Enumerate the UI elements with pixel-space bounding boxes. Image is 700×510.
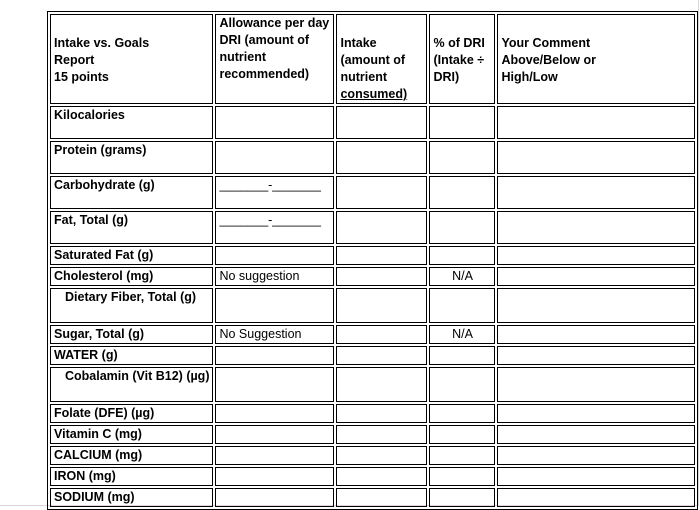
comment-cell[interactable] xyxy=(497,425,695,444)
nutrient-label: CALCIUM (mg) xyxy=(50,446,213,465)
allowance-cell[interactable] xyxy=(215,246,334,265)
intake-cell[interactable] xyxy=(336,346,427,365)
nutrient-label: Saturated Fat (g) xyxy=(50,246,213,265)
allowance-cell[interactable] xyxy=(215,346,334,365)
intake-cell[interactable] xyxy=(336,446,427,465)
intake-cell[interactable] xyxy=(336,367,427,402)
table-row xyxy=(50,467,695,486)
nutrient-label: Folate (DFE) (µg) xyxy=(50,404,213,423)
header-percent-of-dri xyxy=(429,14,495,104)
intake-cell[interactable] xyxy=(336,404,427,423)
intake-cell[interactable] xyxy=(336,141,427,174)
nutrient-label: SODIUM (mg) xyxy=(50,488,213,507)
table-row xyxy=(50,141,695,174)
comment-cell[interactable] xyxy=(497,288,695,323)
comment-cell[interactable] xyxy=(497,246,695,265)
percent-cell[interactable] xyxy=(429,367,495,402)
header-your-comment xyxy=(497,14,695,104)
percent-cell[interactable] xyxy=(429,176,495,209)
nutrient-label: Fat, Total (g) xyxy=(50,211,213,244)
header-line: High/Low xyxy=(501,70,558,84)
percent-cell[interactable] xyxy=(429,488,495,507)
table-row xyxy=(50,246,695,265)
intake-cell[interactable] xyxy=(336,288,427,323)
table-row xyxy=(50,176,695,209)
allowance-cell[interactable] xyxy=(215,141,334,174)
header-line: % of DRI xyxy=(433,36,485,50)
nutrient-label: Kilocalories xyxy=(50,106,213,139)
comment-cell[interactable] xyxy=(497,176,695,209)
nutrient-label: Carbohydrate (g) xyxy=(50,176,213,209)
percent-cell[interactable] xyxy=(429,404,495,423)
allowance-cell[interactable] xyxy=(215,367,334,402)
allowance-cell[interactable]: No Suggestion xyxy=(215,325,334,344)
percent-cell[interactable]: N/A xyxy=(429,267,495,286)
allowance-cell[interactable] xyxy=(215,488,334,507)
header-line: DRI (amount of xyxy=(219,33,310,47)
comment-cell[interactable] xyxy=(497,367,695,402)
table-row xyxy=(50,211,695,244)
allowance-cell[interactable] xyxy=(215,404,334,423)
header-line: Above/Below or xyxy=(501,53,596,67)
table-row xyxy=(50,425,695,444)
comment-cell[interactable] xyxy=(497,404,695,423)
table-row xyxy=(50,288,695,323)
header-line: Report xyxy=(54,53,95,67)
percent-cell[interactable] xyxy=(429,346,495,365)
nutrient-label: Sugar, Total (g) xyxy=(50,325,213,344)
intake-cell[interactable] xyxy=(336,211,427,244)
allowance-cell[interactable] xyxy=(215,467,334,486)
header-line: nutrient xyxy=(219,50,267,64)
percent-cell[interactable] xyxy=(429,425,495,444)
intake-cell[interactable] xyxy=(336,106,427,139)
header-row xyxy=(50,14,695,104)
header-line: nutrient xyxy=(340,70,388,84)
header-line: 15 points xyxy=(54,70,109,84)
header-line: Allowance per day xyxy=(219,16,330,30)
header-line: (amount of xyxy=(340,53,406,67)
allowance-cell[interactable] xyxy=(215,446,334,465)
allowance-cell[interactable] xyxy=(215,106,334,139)
allowance-cell[interactable]: _______-_______ xyxy=(215,211,334,244)
nutrient-label: Dietary Fiber, Total (g) xyxy=(50,288,213,323)
percent-cell[interactable] xyxy=(429,106,495,139)
intake-cell[interactable] xyxy=(336,176,427,209)
header-line: recommended) xyxy=(219,67,310,81)
percent-cell[interactable] xyxy=(429,288,495,323)
table-row xyxy=(50,106,695,139)
intake-cell[interactable] xyxy=(336,425,427,444)
allowance-cell[interactable] xyxy=(215,425,334,444)
comment-cell[interactable] xyxy=(497,446,695,465)
percent-cell[interactable]: N/A xyxy=(429,325,495,344)
header-line: Your Comment xyxy=(501,36,591,50)
comment-cell[interactable] xyxy=(497,346,695,365)
nutrient-label: WATER (g) xyxy=(50,346,213,365)
allowance-cell[interactable]: No suggestion xyxy=(215,267,334,286)
nutrient-label: Cobalamin (Vit B12) (µg) xyxy=(50,367,213,402)
intake-cell[interactable] xyxy=(336,267,427,286)
intake-cell[interactable] xyxy=(336,246,427,265)
intake-cell[interactable] xyxy=(336,488,427,507)
intake-cell[interactable] xyxy=(336,325,427,344)
comment-cell[interactable] xyxy=(497,325,695,344)
table-row xyxy=(50,404,695,423)
comment-cell[interactable] xyxy=(497,467,695,486)
table-row xyxy=(50,488,695,507)
table-row xyxy=(50,446,695,465)
header-line: DRI) xyxy=(433,70,460,84)
header-line: Intake xyxy=(340,36,377,50)
header-allowance-per-day xyxy=(215,14,334,104)
comment-cell[interactable] xyxy=(497,488,695,507)
header-line: Intake vs. Goals xyxy=(54,36,150,50)
intake-report-table xyxy=(47,11,698,510)
comment-cell[interactable] xyxy=(497,267,695,286)
table-row xyxy=(50,346,695,365)
allowance-cell[interactable] xyxy=(215,288,334,323)
header-line: (Intake ÷ xyxy=(433,53,485,67)
header-line: consumed) xyxy=(340,87,408,101)
percent-cell[interactable] xyxy=(429,246,495,265)
percent-cell[interactable] xyxy=(429,446,495,465)
table-row xyxy=(50,325,695,344)
intake-cell[interactable] xyxy=(336,467,427,486)
comment-cell[interactable] xyxy=(497,211,695,244)
nutrient-label: Cholesterol (mg) xyxy=(50,267,213,286)
table-row xyxy=(50,367,695,402)
comment-cell[interactable] xyxy=(497,141,695,174)
comment-cell[interactable] xyxy=(497,106,695,139)
percent-cell[interactable] xyxy=(429,467,495,486)
table-row xyxy=(50,267,695,286)
nutrient-label: Protein (grams) xyxy=(50,141,213,174)
allowance-cell[interactable]: _______-_______ xyxy=(215,176,334,209)
nutrient-label: IRON (mg) xyxy=(50,467,213,486)
percent-cell[interactable] xyxy=(429,141,495,174)
header-intake xyxy=(336,14,427,104)
header-intake-vs-goals xyxy=(50,14,213,104)
nutrient-label: Vitamin C (mg) xyxy=(50,425,213,444)
percent-cell[interactable] xyxy=(429,211,495,244)
